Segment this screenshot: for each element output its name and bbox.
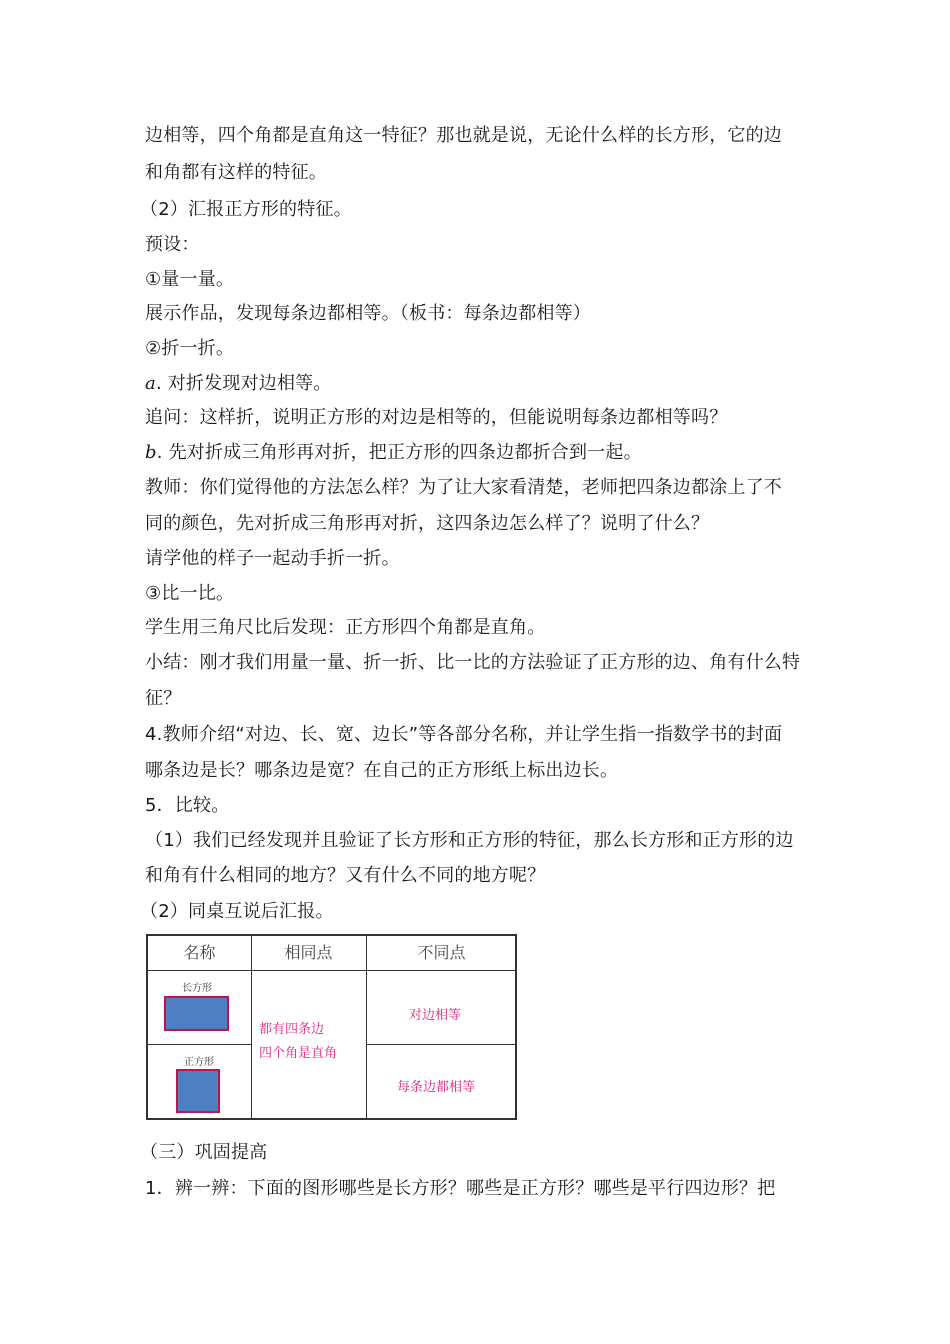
paragraph-line: 学生用三角尺比后发现：正方形四个角都是直角。 [145, 617, 546, 638]
common-feature-1: 都有四条边 [259, 1022, 325, 1037]
table-divider [148, 970, 515, 971]
table-header-difference: 不同点 [417, 943, 466, 962]
square-shape [176, 1069, 220, 1113]
paragraph-line: ③比一比。 [145, 583, 235, 604]
paragraph-line: 教师：你们觉得他的方法怎么样？为了让大家看清楚，老师把四条边都涂上了不 [145, 477, 782, 498]
rectangle-shape [164, 996, 229, 1031]
rectangle-difference: 对边相等 [409, 1008, 462, 1023]
paragraph-line: （1）我们已经发现并且验证了长方形和正方形的特征，那么长方形和正方形的边 [145, 830, 794, 851]
common-feature-2: 四个角是直角 [259, 1046, 338, 1061]
paragraph-text: . 先对折成三角形再对折，把正方形的四条边都折合到一起。 [156, 442, 642, 463]
paragraph-line: 和角都有这样的特征。 [145, 162, 327, 183]
table-header-name: 名称 [183, 943, 216, 962]
paragraph-line: 和角有什么相同的地方？又有什么不同的地方呢？ [145, 865, 546, 886]
paragraph-line: 请学他的样子一起动手折一折。 [145, 548, 400, 569]
table-divider [366, 1044, 515, 1045]
square-difference: 每条边都相等 [397, 1080, 476, 1095]
comparison-table [146, 934, 517, 1120]
paragraph-line: （2）同桌互说后汇报。 [140, 901, 334, 922]
paragraph-line: 征？ [145, 688, 182, 709]
paragraph-line: 4.教师介绍“对边、长、宽、边长”等各部分名称，并让学生指一指数学书的封面 [145, 724, 783, 745]
paragraph-line [145, 441, 642, 465]
paragraph-line: ②折一折。 [145, 338, 235, 359]
table-divider [148, 1044, 251, 1045]
rectangle-label: 长方形 [182, 983, 212, 994]
square-label: 正方形 [184, 1057, 214, 1068]
list-marker-a: a [145, 373, 156, 394]
paragraph-line: 预设： [145, 234, 200, 255]
section-heading: （三）巩固提高 [140, 1142, 268, 1163]
paragraph-line: 1．辨一辨：下面的图形哪些是长方形？哪些是正方形？哪些是平行四边形？把 [145, 1178, 776, 1199]
paragraph-text: . 对折发现对边相等。 [155, 373, 332, 394]
paragraph-line: 边相等，四个角都是直角这一特征？那也就是说，无论什么样的长方形，它的边 [145, 125, 782, 146]
paragraph-line: 5．比较。 [145, 795, 230, 816]
paragraph-line: 展示作品，发现每条边都相等。（板书：每条边都相等） [145, 303, 591, 324]
paragraph-line [145, 372, 332, 396]
list-marker-b: b [145, 442, 157, 463]
paragraph-line: 小结：刚才我们用量一量、折一折、比一比的方法验证了正方形的边、角有什么特 [145, 652, 801, 673]
paragraph-line: 同的颜色，先对折成三角形再对折，这四条边怎么样了？说明了什么？ [145, 513, 710, 534]
paragraph-line: ①量一量。 [145, 269, 235, 290]
table-header-common: 相同点 [284, 943, 333, 962]
paragraph-line: （2）汇报正方形的特征。 [140, 199, 352, 220]
paragraph-line: 追问：这样折，说明正方形的对边是相等的，但能说明每条边都相等吗？ [145, 407, 728, 428]
paragraph-line: 哪条边是长？哪条边是宽？在自己的正方形纸上标出边长。 [145, 760, 619, 781]
